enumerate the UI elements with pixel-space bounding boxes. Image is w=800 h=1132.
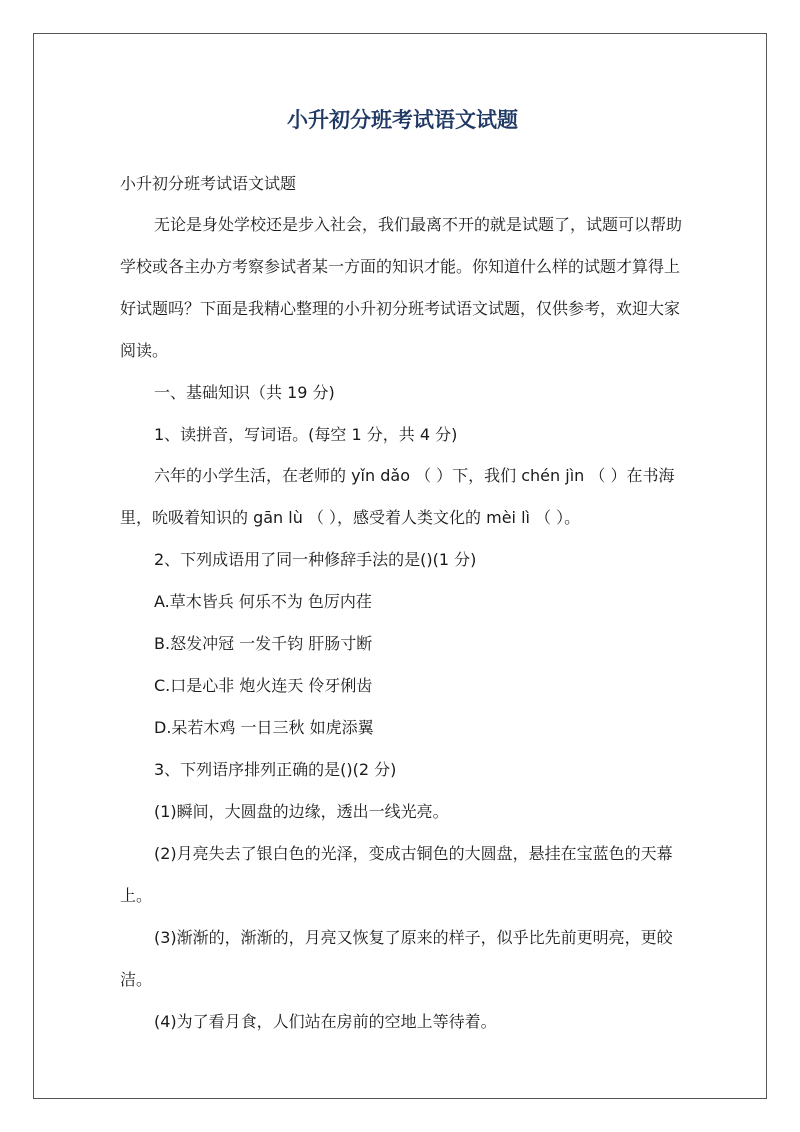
question-2-prompt: 2、下列成语用了同一种修辞手法的是()(1 分): [154, 550, 477, 569]
question-1-prompt: 1、读拼音，写词语。(每空 1 分，共 4 分): [154, 425, 458, 444]
question-2-option-b: B.怒发冲冠 一发千钧 肝肠寸断: [154, 634, 373, 653]
intro-line-2: 学校或各主办方考察参试者某一方面的知识才能。你知道什么样的试题才算得上: [120, 257, 681, 276]
question-3-prompt: 3、下列语序排列正确的是()(2 分): [154, 760, 397, 779]
intro-line-1: 无论是身处学校还是步入社会，我们最离不开的就是试题了，试题可以帮助: [154, 215, 683, 234]
intro-line-4: 阅读。: [120, 341, 169, 360]
question-3-sentence-1: (1)瞬间，大圆盘的边缘，透出一线光亮。: [154, 802, 449, 821]
question-3-sentence-2-cont: 上。: [120, 886, 153, 905]
question-3-sentence-3: (3)渐渐的，渐渐的，月亮又恢复了原来的样子，似乎比先前更明亮，更皎: [154, 928, 673, 947]
document-subtitle: 小升初分班考试语文试题: [120, 174, 297, 193]
question-1-line-2: 里，吮吸着知识的 gān lù （ ），感受着人类文化的 mèi lì （ ）。: [120, 508, 581, 527]
question-3-sentence-4: (4)为了看月食，人们站在房前的空地上等待着。: [154, 1012, 497, 1031]
document-title: 小升初分班考试语文试题: [287, 108, 518, 132]
question-1-line-1: 六年的小学生活，在老师的 yǐn dǎo （ ）下，我们 chén jìn （ ）在书海: [154, 466, 675, 485]
section-heading-basics: 一、基础知识（共 19 分): [154, 383, 335, 402]
intro-line-3: 好试题吗？下面是我精心整理的小升初分班考试语文试题，仅供参考，欢迎大家: [120, 299, 681, 318]
question-3-sentence-3-cont: 洁。: [120, 970, 153, 989]
question-2-option-c: C.口是心非 炮火连天 伶牙俐齿: [154, 676, 373, 695]
question-2-option-a: A.草木皆兵 何乐不为 色厉内荏: [154, 592, 372, 611]
question-3-sentence-2: (2)月亮失去了银白色的光泽，变成古铜色的大圆盘，悬挂在宝蓝色的天幕: [154, 844, 673, 863]
question-2-option-d: D.呆若木鸡 一日三秋 如虎添翼: [154, 718, 374, 737]
